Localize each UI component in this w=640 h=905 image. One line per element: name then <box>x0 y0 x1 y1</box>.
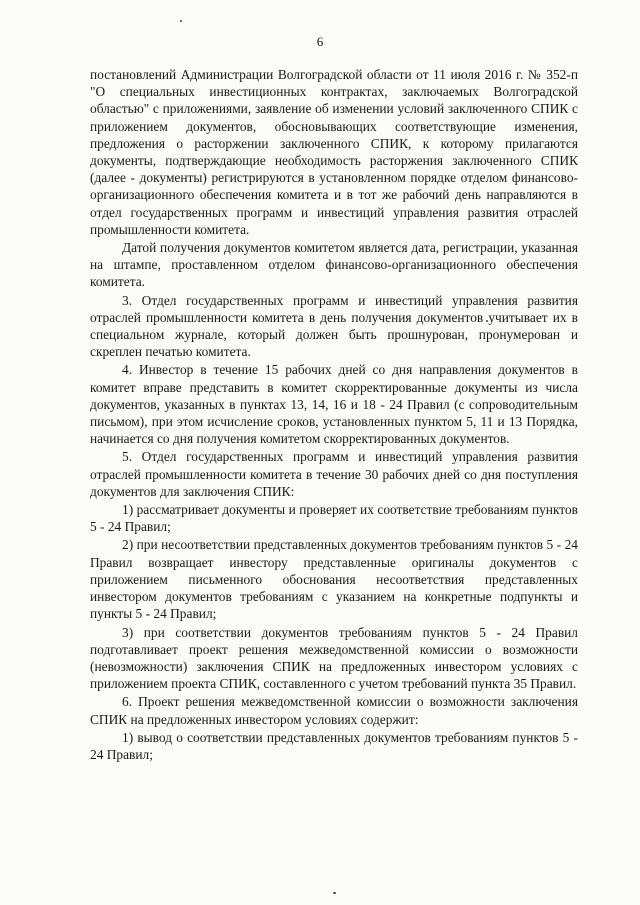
paragraph-item-5-1: 1) рассматривает документы и проверяет их соответствие требованиям пунктов 5 - 24 Правил; <box>90 502 578 535</box>
page-number: 6 <box>316 34 324 49</box>
paragraph-continuation: постановлений Администрации Волгоградской области от 11 июля 2016 г. № 352-п "О специальных инвестиционных контрактах, заключаемых Волгоградской областью" с приложениями, заявление об изменении условий заключенного СПИК с приложением документов, обосновывающих соответствующие изменения, предложения о расторжении заключенного СПИК, к которому прилагаются документы, подтверждающие необходимость расторжения заключенного СПИК (далее - документы) регистрируются в установленном порядке отделом финансово-организационного обеспечения комитета и в тот же рабочий день направляются в отдел государственных программ и инвестиций управления развития отраслей промышленности комитета. <box>90 67 578 237</box>
document-body <box>90 66 578 764</box>
scan-speck <box>180 20 182 22</box>
paragraph-item-4: 4. Инвестор в течение 15 рабочих дней со дня направления документов в комитет вправе представить в комитет скорректированные документы из числа документов, указанных в пунктах 13, 14, 16 и 18 - 24 Правил (с сопроводительным письмом), при этом исчисление сроков, установленных пунктом 5, 11 и 13 Порядка, начинается со дня получения комитетом скорректированных документов. <box>90 362 578 447</box>
paragraph-receipt-date: Датой получения документов комитетом является дата, регистрации, указанная на штампе, проставленном отделом финансово-организационного обеспечения комитета. <box>90 240 578 290</box>
paragraph-item-6: 6. Проект решения межведомственной комиссии о возможности заключения СПИК на предложенных инвестором условиях содержит: <box>90 694 578 727</box>
paragraph-item-3: 3. Отдел государственных программ и инвестиций управления развития отраслей промышленности комитета в день получения документов учитывает их в специальном журнале, который должен быть прошнурован, пронумерован и скреплен печатью комитета. <box>90 292 578 360</box>
paragraph-item-5: 5. Отдел государственных программ и инвестиций управления развития отраслей промышленности комитета в течение 30 рабочих дней со дня поступления документов для заключения СПИК: <box>90 449 578 499</box>
paragraph-item-6-1: 1) вывод о соответствии представленных документов требованиям пунктов 5 - 24 Правил; <box>90 729 578 762</box>
paragraph-item-5-3: 3) при соответствии документов требованиям пунктов 5 - 24 Правил подготавливает проект решения межведомственной комиссии о возможности (невозможности) заключения СПИК на предложенных инвестором условиях с приложением проекта СПИК, составленного с учетом требований пункта 35 Правил. <box>90 624 578 692</box>
scan-speck <box>333 892 336 894</box>
paragraph-item-5-2: 2) при несоответствии представленных документов требованиям пунктов 5 - 24 Правил возвращает инвестору представленные оригиналы документов с приложением письменного обоснования несоответствия представленных инвестором документов требованиям с указанием на конкретные подпункты и пункты 5 - 24 Правил; <box>90 537 578 622</box>
